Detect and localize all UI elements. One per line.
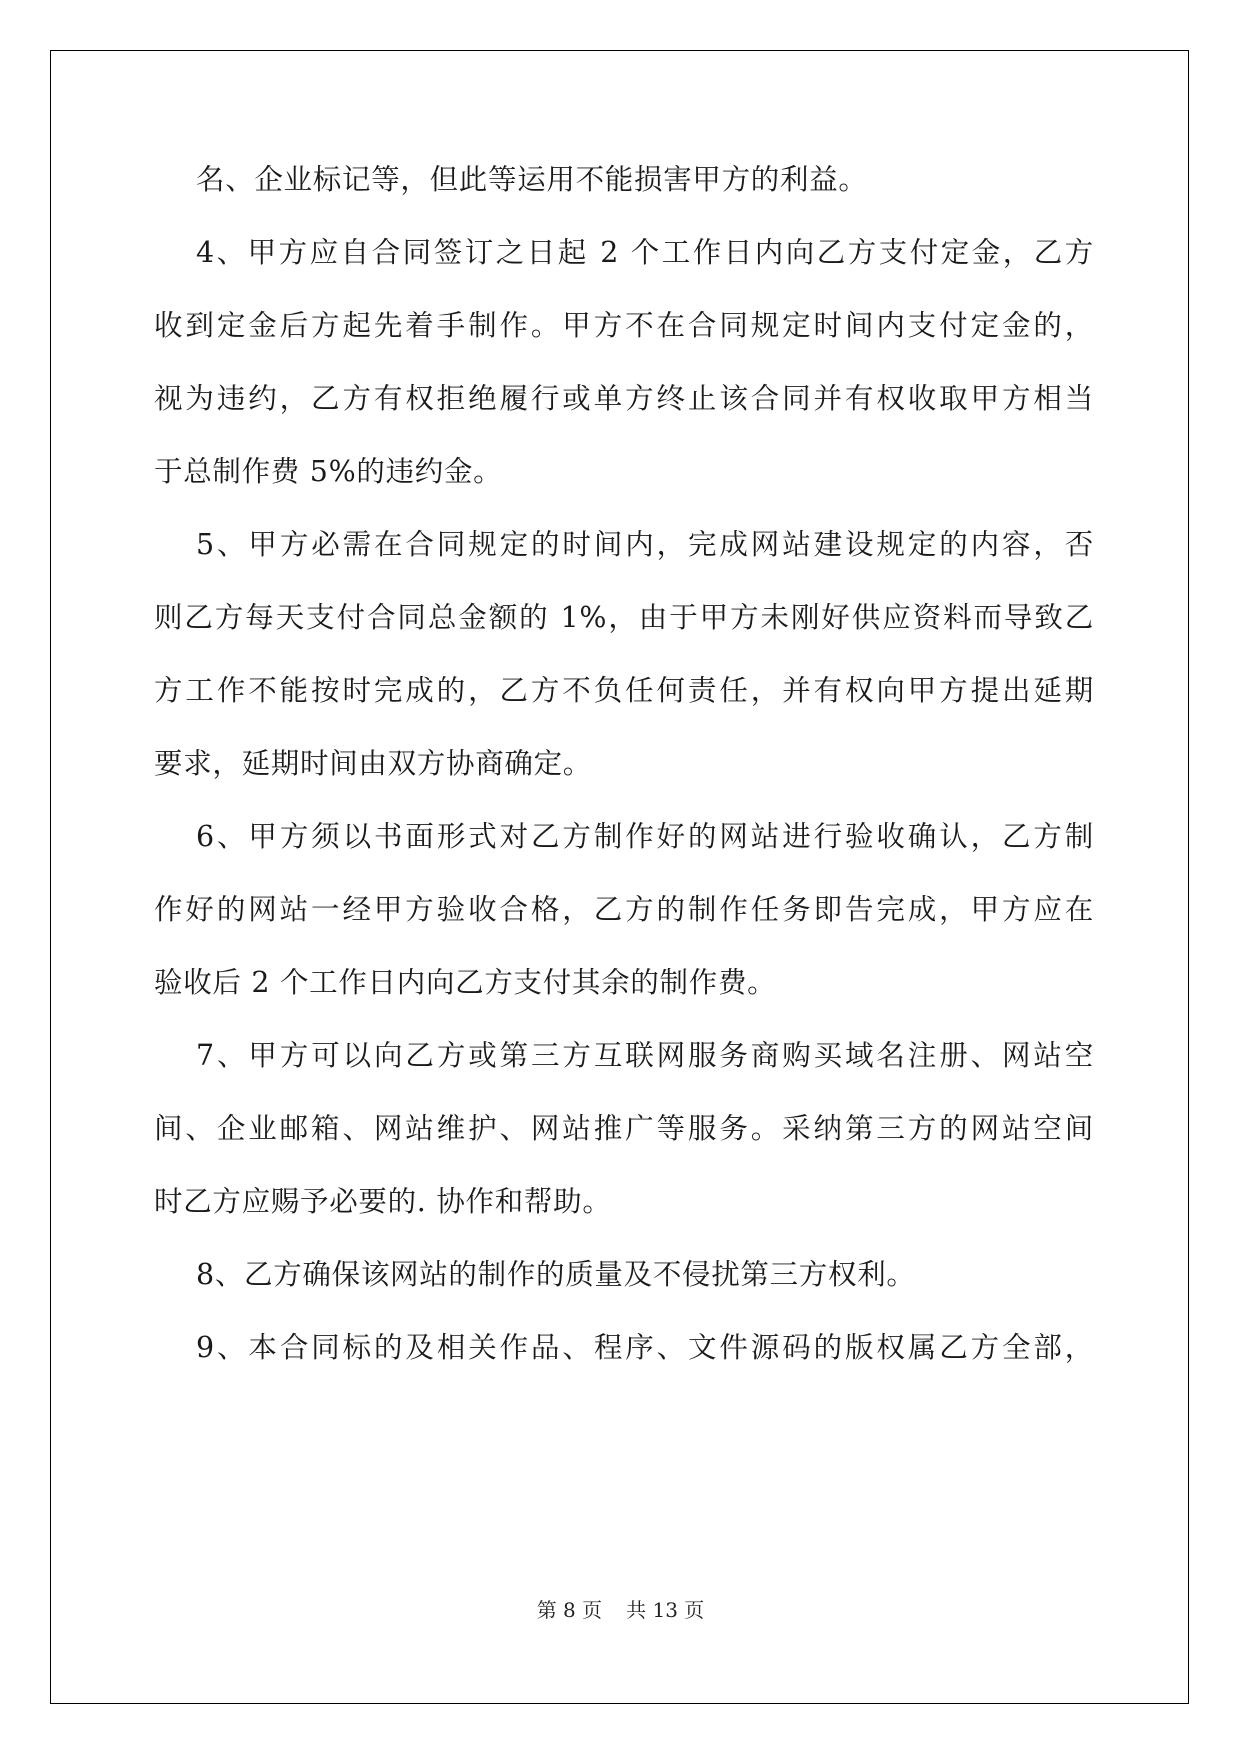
paragraph-line: 7、甲方可以向乙方或第三方互联网服务商购买域名注册、网站空 — [196, 1039, 1094, 1072]
paragraph-line: 收到定金后方起先着手制作。甲方不在合同规定时间内支付定金的， — [154, 309, 1094, 342]
paragraph-line: 名、企业标记等，但此等运用不能损害甲方的利益。 — [196, 163, 868, 196]
paragraph-line: 8、乙方确保该网站的制作的质量及不侵扰第三方权利。 — [196, 1258, 916, 1291]
paragraph-line: 作好的网站一经甲方验收合格，乙方的制作任务即告完成，甲方应在 — [154, 893, 1094, 926]
paragraph-line: 验收后 2 个工作日内向乙方支付其余的制作费。 — [154, 966, 777, 999]
paragraph-line: 4、甲方应自合同签订之日起 2 个工作日内向乙方支付定金，乙方 — [196, 236, 1094, 269]
paragraph-line: 9、本合同标的及相关作品、程序、文件源码的版权属乙方全部， — [196, 1331, 1094, 1364]
paragraph-line: 则乙方每天支付合同总金额的 1%，由于甲方未刚好供应资料而导致乙 — [154, 601, 1094, 634]
paragraph-line: 5、甲方必需在合同规定的时间内，完成网站建设规定的内容，否 — [196, 528, 1094, 561]
paragraph-line: 时乙方应赐予必要的. 协作和帮助。 — [154, 1185, 612, 1218]
total-page-count: 共 13 页 — [626, 1598, 705, 1622]
page-footer — [0, 1594, 1241, 1623]
paragraph-line: 6、甲方须以书面形式对乙方制作好的网站进行验收确认，乙方制 — [196, 820, 1094, 853]
current-page-number: 第 8 页 — [536, 1598, 603, 1622]
paragraph-line: 方工作不能按时完成的，乙方不负任何责任，并有权向甲方提出延期 — [154, 674, 1094, 707]
paragraph-line: 于总制作费 5%的违约金。 — [154, 455, 503, 488]
paragraph-line: 间、企业邮箱、网站维护、网站推广等服务。采纳第三方的网站空间 — [154, 1112, 1094, 1145]
paragraph-line: 要求，延期时间由双方协商确定。 — [154, 747, 593, 780]
page-border — [50, 50, 1189, 1704]
paragraph-line: 视为违约，乙方有权拒绝履行或单方终止该合同并有权收取甲方相当 — [154, 382, 1094, 415]
